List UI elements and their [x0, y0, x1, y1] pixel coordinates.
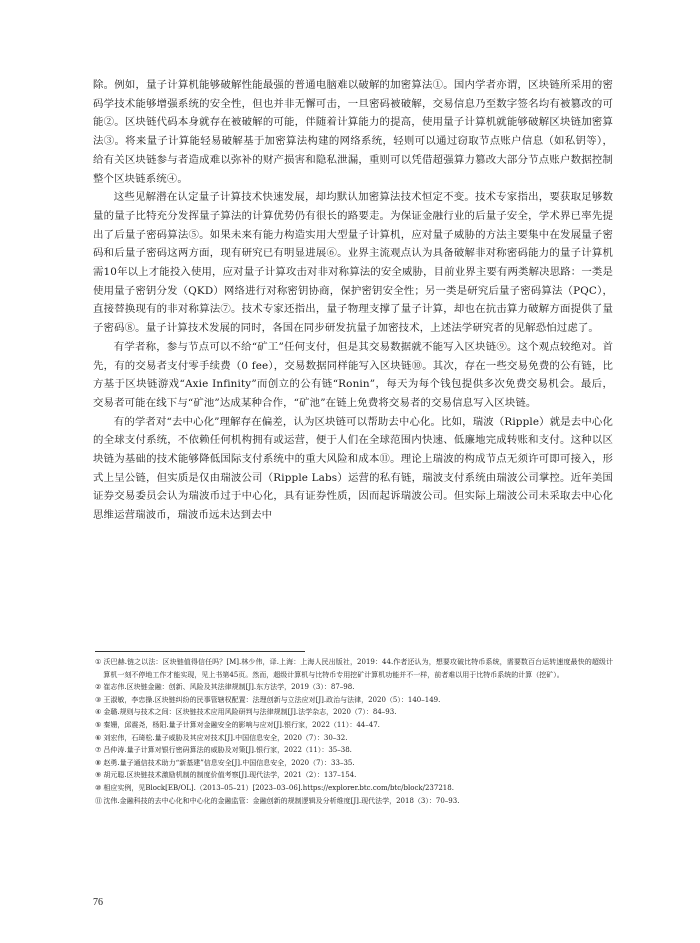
footnote-text: 崔志伟.区块链金融：创新、风险及其法律规制[J].东方法学，2019（3）：87–98.: [103, 683, 355, 692]
footnote-marker: ⑥: [95, 733, 102, 742]
footnote-marker: ③: [95, 695, 102, 704]
footnote-text: 金璐.规则与技术之间：区块链技术应用风险研判与法律规制[J].法学杂志，2020（7）：84–93.: [103, 708, 397, 717]
footnote: [95, 769, 613, 782]
footnote-text: 沃巴赫.链之以法：区块链值得信任吗？[M].林少伟，译.上海：上海人民出版社，2019：44.作者还认为，想要攻破比特币系统，需要数百台运转速度最快的超级计算机一刻不停地工作才能实现，见上书第45页。然而，超级计算机与比特币专用挖矿计算机功能并不一样，前者难以用于比特币系统的计算（挖矿）。: [103, 658, 613, 679]
footnote-marker: ⑧: [95, 758, 102, 767]
footnote: [95, 656, 613, 681]
body-paragraph: 除。例如，量子计算机能够破解性能最强的普通电脑难以破解的加密算法①。国内学者亦谓，区块链所采用的密码学技术能够增强系统的安全性，但也并非无懈可击，一旦密码被破解，交易信息乃至数字签名均有被篡改的可能②。区块链代码本身就存在被破解的可能，伴随着计算能力的提高，使用量子计算机就能够破解区块链加密算法③。将来量子计算能轻易破解基于加密算法构建的网络系统，轻则可以通过窃取节点账户信息（如私钥等），给有关区块链参与者造成难以弥补的财产损害和隐私泄漏，重则可以凭借超强算力篡改大部分节点账户数据控制整个区块链系统④。: [93, 79, 613, 185]
footnote-text: 相应实例，见Block[EB/OL].（2013–05–21）[2023–03–06].https://explorer.btc.com/btc/block/237218.: [103, 783, 454, 792]
body-paragraph: 有的学者对“去中心化”理解存在偏差，认为区块链可以帮助去中心化。比如，瑞波（Ripple）就是去中心化的全球支付系统，不依赖任何机构拥有或运营，便于人们在全球范围内快速、低廉地完成转账和支付。这种以区块链为基础的技术能够降低国际支付系统中的重大风险和成本⑪。理论上瑞波的构成节点无须许可即可接入，形式上呈公链，但实质是仅由瑞波公司（Ripple Labs）运营的私有链，瑞波支付系统由瑞波公司掌控。近年美国证券交易委员会认为瑞波币过于中心化，具有证券性质，因而起诉瑞波公司。但实际上瑞波公司未采取去中心化思维运营瑞波币，瑞波币远未达到去中: [93, 415, 613, 522]
footnote: [95, 795, 613, 808]
footnote: [95, 757, 613, 770]
footnote: [95, 719, 613, 732]
footnote-text: 吕仲涛.量子计算对银行密码算法的威胁及对策[J].银行家，2022（11）：35–38.: [103, 746, 352, 755]
footnote: [95, 782, 613, 795]
footnote-marker: ④: [95, 708, 102, 717]
footnote-marker: ⑪: [95, 796, 102, 805]
footnote-text: 胡元聪.区块链技术激励机制的制度价值考察[J].现代法学，2021（2）：137–154.: [103, 771, 357, 780]
footnote: [95, 732, 613, 745]
footnote-marker: ⑤: [95, 720, 102, 729]
page-number: 76: [93, 897, 103, 908]
footnote: [95, 681, 613, 694]
footnote: [95, 694, 613, 707]
footnote-marker: ⑦: [95, 746, 102, 755]
footnote-text: 沈伟.金融科技的去中心化和中心化的金融监管：金融创新的规制逻辑及分析维度[J].现代法学，2018（3）：70–93.: [103, 796, 460, 805]
footnote-text: 王淑敏，李忠操.区块链纠纷的民事管辖权配置：法理创新与立法应对[J].政治与法律，2020（5）：140–149.: [103, 695, 441, 704]
footnote-marker: ⑨: [95, 771, 102, 780]
footnote-marker: ①: [95, 658, 102, 666]
footnote-text: 赵勇.量子通信技术助力“新基建”信息安全[J].中国信息安全，2020（7）：33–35.: [103, 758, 355, 767]
footnote: [95, 744, 613, 757]
body-paragraph: 有学者称，参与节点可以不给“矿工”任何支付，但是其交易数据就不能写入区块链⑨。这个观点较绝对。首先，有的交易者支付零手续费（0 fee），交易数据同样能写入区块链⑩。其次，存在一些交易免费的公有链，比方基于区块链游戏“Axie Infinity”而创立的公有链“Ronin”，每天为每个钱包提供多次免费交易机会。最后，交易者可能在线下与“矿池”达成某种合作，“矿池”在链上免费将交易者的交易信息写入区块链。: [93, 340, 613, 409]
footnote-marker: ⑩: [95, 783, 102, 792]
footnotes: [95, 656, 613, 807]
footnote-text: 刘宏伟，石琦松.量子威胁及其应对技术[J].中国信息安全，2020（7）：30–32.: [103, 733, 348, 742]
footnote-text: 秦姗，邱震尧，杨阳.量子计算对金融安全的影响与应对[J].银行家，2022（11）：44–47.: [103, 720, 380, 729]
body-text: [93, 76, 613, 525]
footnote: [95, 706, 613, 719]
body-paragraph: 这些见解潜在认定量子计算技术快速发展，却均默认加密算法技术恒定不变。技术专家指出，要获取足够数量的量子比特充分发挥量子算法的计算优势仍有很长的路要走。为保证金融行业的后量子安全，学术界已率先提出了后量子密码算法⑤。如果未来有能力构造实用大型量子计算机，应对量子威胁的方法主要集中在发展量子密码和后量子密码这两方面，现有研究已有明显进展⑥。业界主流观点认为具备破解非对称密码能力的量子计算机需10年以上才能投入使用，应对量子计算攻击对非对称算法的安全威胁，目前业界主要有两类解决思路：一类是使用量子密钥分发（QKD）网络进行对称密钥协商，保护密钥安全性；另一类是研究后量子密码算法（PQC），直接替换现有的非对称算法⑦。技术专家还指出，量子物理支撑了量子计算，却也在抗击算力破解方面提供了量子密码⑧。量子计算技术发展的同时，各国在同步研发抗量子加密技术，上述法学研究者的见解恐怕过虑了。: [93, 191, 613, 335]
footnote-marker: ②: [95, 683, 102, 692]
footnote-separator: [95, 651, 305, 652]
